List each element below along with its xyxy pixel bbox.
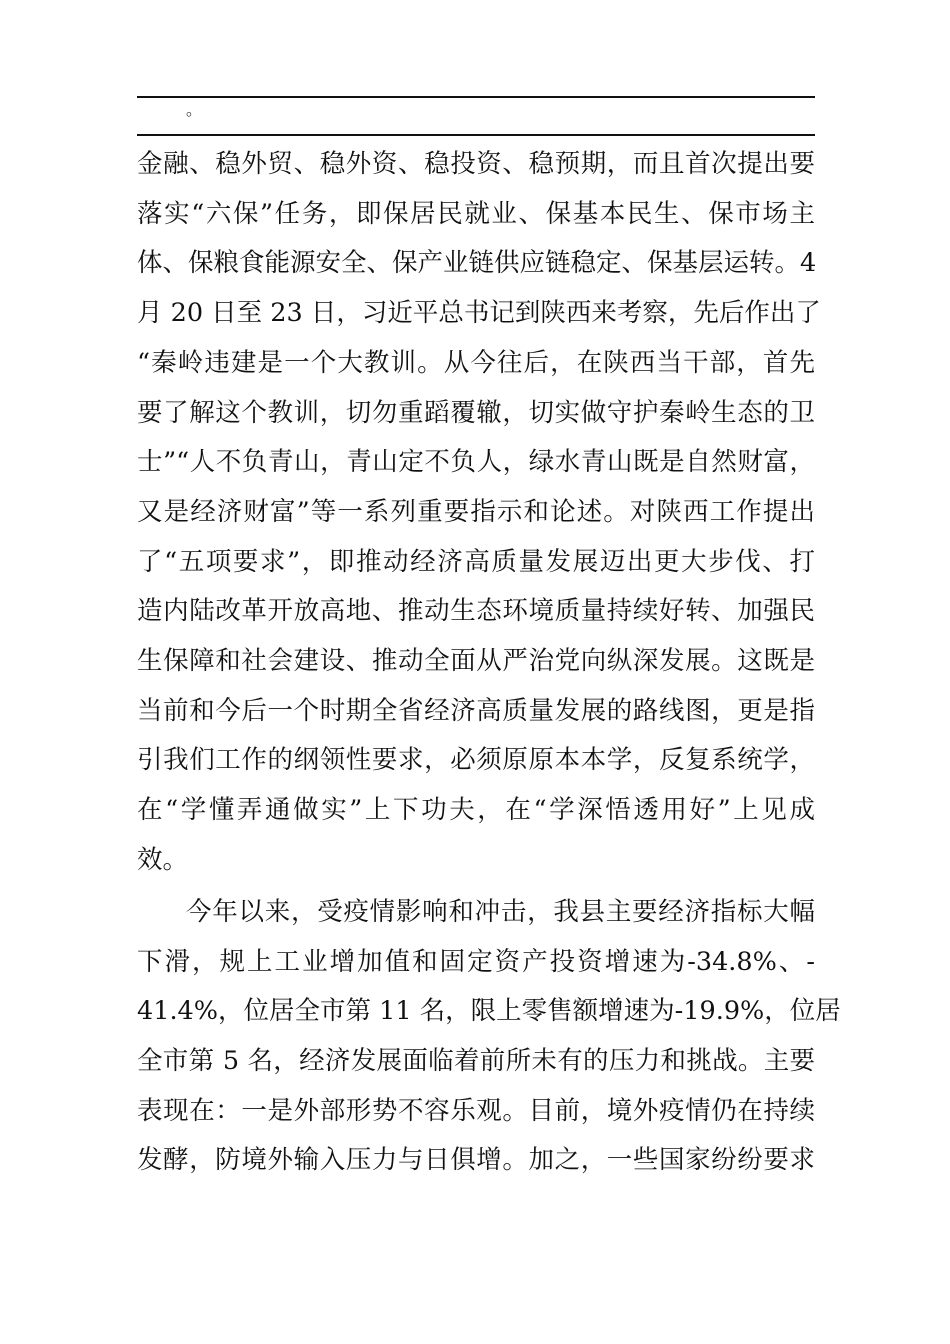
text-line: 发酵，防境外输入压力与日俱增。加之，一些国家纷纷要求: [137, 1145, 815, 1175]
text-line: 生保障和社会建设、推动全面从严治党向纵深发展。这既是: [137, 646, 815, 676]
header-rule-top: [137, 96, 815, 98]
text-line: 引我们工作的纲领性要求，必须原原本本学，反复系统学，: [137, 745, 815, 775]
text-line: 士”“人不负青山，青山定不负人，绿水青山既是自然财富，: [137, 447, 815, 477]
text-line: 又是经济财富”等一系列重要指示和论述。对陕西工作提出: [137, 497, 815, 527]
text-line: 下滑，规上工业增加值和固定资产投资增速为-34.8%、-: [137, 947, 815, 977]
text-line: 了“五项要求”，即推动经济高质量发展迈出更大步伐、打: [137, 547, 815, 577]
text-line: 金融、稳外贸、稳外资、稳投资、稳预期，而且首次提出要: [137, 149, 815, 179]
text-line: 表现在：一是外部形势不容乐观。目前，境外疫情仍在持续: [137, 1096, 815, 1126]
text-line: “秦岭违建是一个大教训。从今往后，在陕西当干部，首先: [137, 348, 815, 378]
header-rule-bottom: [137, 134, 815, 136]
text-line: 全市第 5 名，经济发展面临着前所未有的压力和挑战。主要: [137, 1046, 815, 1076]
text-line: 造内陆改革开放高地、推动生态环境质量持续好转、加强民: [137, 596, 815, 626]
text-line: 今年以来，受疫情影响和冲击，我县主要经济指标大幅: [186, 897, 815, 927]
text-line: 41.4%，位居全市第 11 名，限上零售额增速为-19.9%，位居: [137, 996, 841, 1026]
text-line: 体、保粮食能源安全、保产业链供应链稳定、保基层运转。4: [137, 248, 817, 278]
text-line: 效。: [137, 845, 189, 875]
text-line: 当前和今后一个时期全省经济高质量发展的路线图，更是指: [137, 696, 815, 726]
text-line: 在“学懂弄通做实”上下功夫，在“学深悟透用好”上见成: [137, 795, 815, 825]
text-line: 落实“六保”任务，即保居民就业、保基本民生、保市场主: [137, 199, 815, 229]
text-line: 要了解这个教训，切勿重蹈覆辙，切实做守护秦岭生态的卫: [137, 398, 815, 428]
text-line: 月 20 日至 23 日，习近平总书记到陕西来考察，先后作出了: [137, 298, 821, 328]
header-mark: 。: [186, 100, 203, 119]
